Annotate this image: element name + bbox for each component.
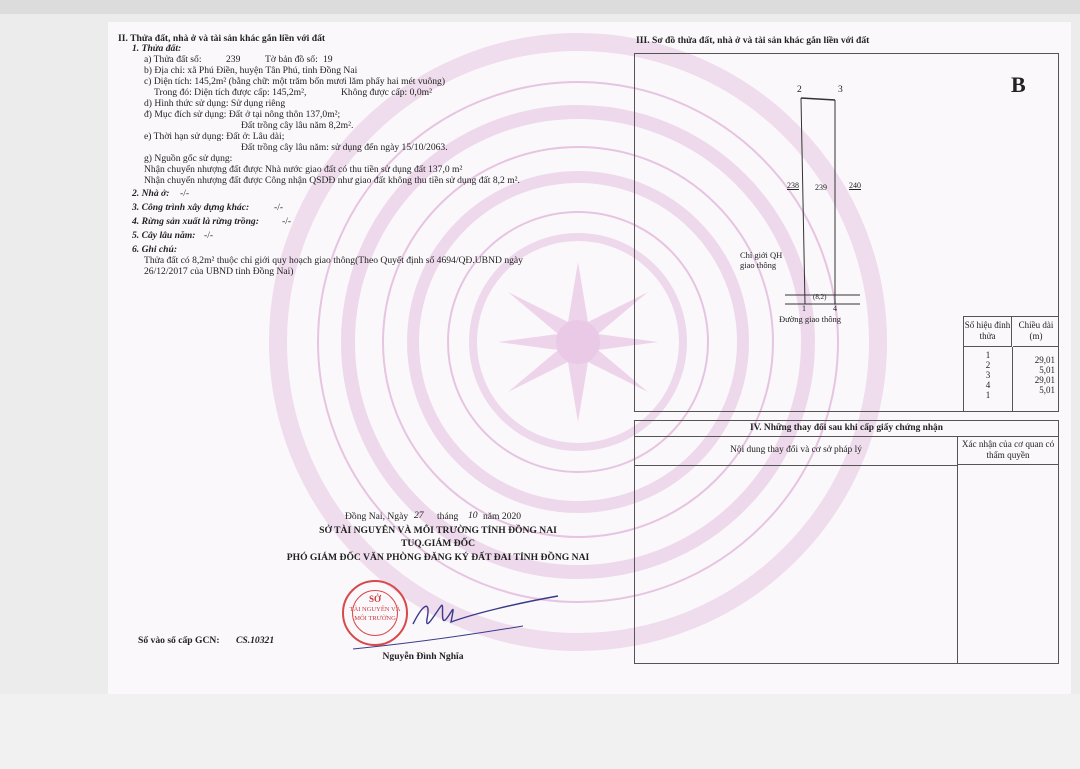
note-line-1: Thửa đất có 8,2m² thuộc chỉ giới quy hoạch giao thông(Theo Quyết định số 4694/QĐ.UBND ngày <box>144 255 523 266</box>
table-row-vertex: 4 <box>985 380 991 390</box>
parcel-240: 240 <box>849 181 861 190</box>
registry-value: CS.10321 <box>236 635 275 646</box>
stamp-mid-text: TÀI NGUYÊN VÀ <box>349 606 401 613</box>
changes-table <box>634 420 1059 664</box>
use-term-2: Đất trồng cây lâu năm: sử dụng đến ngày 15/10/2063. <box>241 142 448 153</box>
table-row-length: 5,01 <box>1039 365 1055 375</box>
table-row-length: 29,01 <box>1034 375 1055 385</box>
origin-2: Nhận chuyển nhượng đất được Công nhận QSDĐ như giao đất không thu tiền sử dụng đất 8,2 m². <box>144 175 520 186</box>
item-2-title: 2. Nhà ở: <box>132 188 170 199</box>
item-5-title: 5. Cây lâu năm: <box>132 230 196 241</box>
table-row-vertex: 3 <box>985 370 991 380</box>
signer-role: PHÓ GIÁM ĐỐC VĂN PHÒNG ĐĂNG KÝ ĐẤT ĐAI TỈNH ĐỒNG NAI <box>286 552 590 563</box>
origin-1: Nhận chuyển nhượng đất được Nhà nước giao đất có thu tiền sử dụng đất 137,0 m² <box>144 164 463 175</box>
origin-label: g) Nguồn gốc sử dụng: <box>144 153 233 164</box>
parcel-diagram <box>634 53 1059 412</box>
map-sheet-label: Tờ bản đồ số: <box>265 54 318 65</box>
use-term-1: e) Thời hạn sử dụng: Đất ở: Lâu dài; <box>144 131 285 142</box>
item-1-title: 1. Thửa đất: <box>132 43 182 54</box>
area-not-granted: Không được cấp: 0,0m² <box>341 87 432 98</box>
parcel-238: 238 <box>787 181 799 190</box>
use-purpose-1: đ) Mục đích sử dụng: Đất ở tại nông thôn 137,0m²; <box>144 109 341 120</box>
qh-label-2: giao thông <box>740 260 777 270</box>
table-row-vertex: 1 <box>985 390 991 400</box>
parcel-number-value: 239 <box>226 54 241 65</box>
changes-col-confirm: Xác nhận của cơ quan có thẩm quyền <box>958 437 1058 465</box>
item-2-value: -/- <box>180 188 190 199</box>
area-small: (8,2) <box>813 293 827 301</box>
qh-label-1: Chỉ giới QH <box>740 250 783 260</box>
item-3-value: -/- <box>274 202 284 213</box>
certificate-page <box>108 22 1071 694</box>
table-header-vertex: Số hiệu đỉnh thửa <box>964 317 1012 347</box>
date-prefix: Đồng Nai, Ngày <box>345 511 409 522</box>
page-bottom <box>0 694 1080 769</box>
item-4-title: 4. Rừng sản xuất là rừng trồng: <box>132 216 259 227</box>
item-3-title: 3. Công trình xây dựng khác: <box>132 202 250 213</box>
vertex-1: 1 <box>802 304 806 313</box>
date-year: năm 2020 <box>483 511 522 522</box>
item-5-value: -/- <box>204 230 214 241</box>
date-month: 10 <box>468 510 478 521</box>
section-3-title: III. Sơ đồ thửa đất, nhà ở và tài sản khác gắn liền với đất <box>636 35 870 46</box>
section-2-title: II. Thửa đất, nhà ở và tài sản khác gắn liền với đất <box>118 33 326 44</box>
stamp-bot-text: MÔI TRƯỜNG <box>354 615 396 622</box>
area-line: c) Diện tích: 145,2m² (bằng chữ: một trăm bốn mươi lăm phẩy hai mét vuông) <box>144 76 446 87</box>
table-row-length: 5,01 <box>1039 385 1055 395</box>
parcel-239: 239 <box>815 183 827 192</box>
date-day: 27 <box>414 510 424 521</box>
changes-col-content: Nội dung thay đổi và cơ sở pháp lý <box>635 437 958 466</box>
use-purpose-2: Đất trồng cây lâu năm 8,2m². <box>241 120 354 131</box>
table-row-vertex: 1 <box>985 350 991 360</box>
area-granted: Trong đó: Diện tích được cấp: 145,2m², <box>154 87 307 98</box>
date-month-label: tháng <box>437 511 459 522</box>
item-6-title: 6. Ghi chú: <box>132 244 178 255</box>
table-row-length: 29,01 <box>1034 355 1055 365</box>
signer-name: Nguyễn Đình Nghĩa <box>382 651 464 662</box>
table-row-vertex: 2 <box>985 360 991 370</box>
address-line: b) Địa chỉ: xã Phú Điền, huyện Tân Phú, tỉnh Đồng Nai <box>144 65 358 76</box>
registry-label: Số vào sổ cấp GCN: <box>138 635 220 646</box>
table-header-length: Chiều dài (m) <box>1013 317 1059 347</box>
vertex-2: 2 <box>797 84 802 95</box>
vertex-3: 3 <box>838 84 843 95</box>
tuq-label: TUQ.GIÁM ĐỐC <box>400 538 476 549</box>
item-4-value: -/- <box>282 216 292 227</box>
vertex-4: 4 <box>833 304 837 313</box>
vertex-length-table <box>963 316 1059 412</box>
issuing-org: SỞ TÀI NGUYÊN VÀ MÔI TRƯỜNG TỈNH ĐỒNG NAI <box>319 525 557 536</box>
map-sheet-value: 19 <box>323 54 333 65</box>
road-label: Đường giao thông <box>779 314 841 324</box>
use-form: d) Hình thức sử dụng: Sử dụng riêng <box>144 98 286 109</box>
note-line-2: 26/12/2017 của UBND tỉnh Đồng Nai) <box>144 266 294 277</box>
section-4-title: IV. Những thay đổi sau khi cấp giấy chứng nhận <box>635 421 1058 437</box>
north-arrow-icon: B <box>1011 72 1026 97</box>
parcel-number-label: a) Thửa đất số: <box>144 54 202 65</box>
top-bar <box>0 0 1080 14</box>
stamp-top-text: SỞ <box>368 594 381 604</box>
